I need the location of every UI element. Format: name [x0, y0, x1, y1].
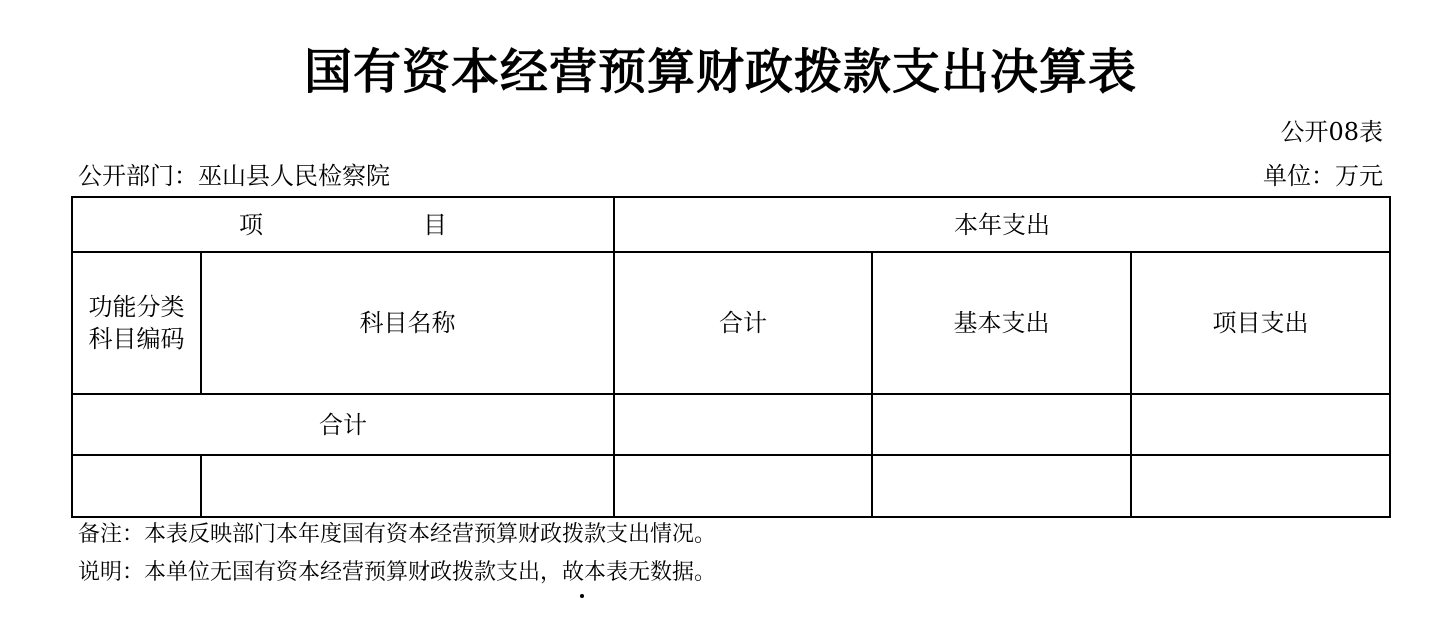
- col-header-name: 科目名称: [201, 252, 614, 394]
- row-name: [201, 455, 614, 517]
- row-code: [72, 455, 201, 517]
- form-number: 公开08表: [1280, 118, 1383, 146]
- col-header-basic: 基本支出: [872, 252, 1131, 394]
- scan-speck: [580, 594, 584, 598]
- col-header-total: 合计: [614, 252, 872, 394]
- item-header-cell: [72, 197, 614, 252]
- total-row-total: [614, 394, 872, 455]
- explanation-note: 说明：本单位无国有资本经营预算财政拨款支出，故本表无数据。: [78, 560, 717, 585]
- col-header-project: 项目支出: [1131, 252, 1390, 394]
- table-row: [72, 455, 1390, 517]
- col-header-code-line1: 功能分类: [88, 293, 185, 321]
- total-row-basic: [872, 394, 1131, 455]
- col-header-code: [72, 252, 201, 394]
- row-basic: [872, 455, 1131, 517]
- current-year-header: 本年支出: [614, 197, 1390, 252]
- header-row-1: [72, 197, 1390, 252]
- department-label: 公开部门：巫山县人民检察院: [78, 162, 390, 190]
- row-project: [1131, 455, 1390, 517]
- document-title: 国有资本经营预算财政拨款支出决算表: [303, 44, 1137, 100]
- header-row-2: [72, 252, 1390, 394]
- col-header-code-line2: 科目编码: [88, 325, 185, 353]
- unit-label: 单位：万元: [1263, 162, 1383, 190]
- row-total: [614, 455, 872, 517]
- total-row-label: 合计: [72, 394, 614, 455]
- budget-table: [71, 196, 1391, 518]
- item-header-left: 项: [239, 210, 263, 239]
- total-row-project: [1131, 394, 1390, 455]
- total-row: [72, 394, 1390, 455]
- remark-note: 备注：本表反映部门本年度国有资本经营预算财政拨款支出情况。: [78, 522, 717, 547]
- item-header-right: 目: [423, 210, 447, 239]
